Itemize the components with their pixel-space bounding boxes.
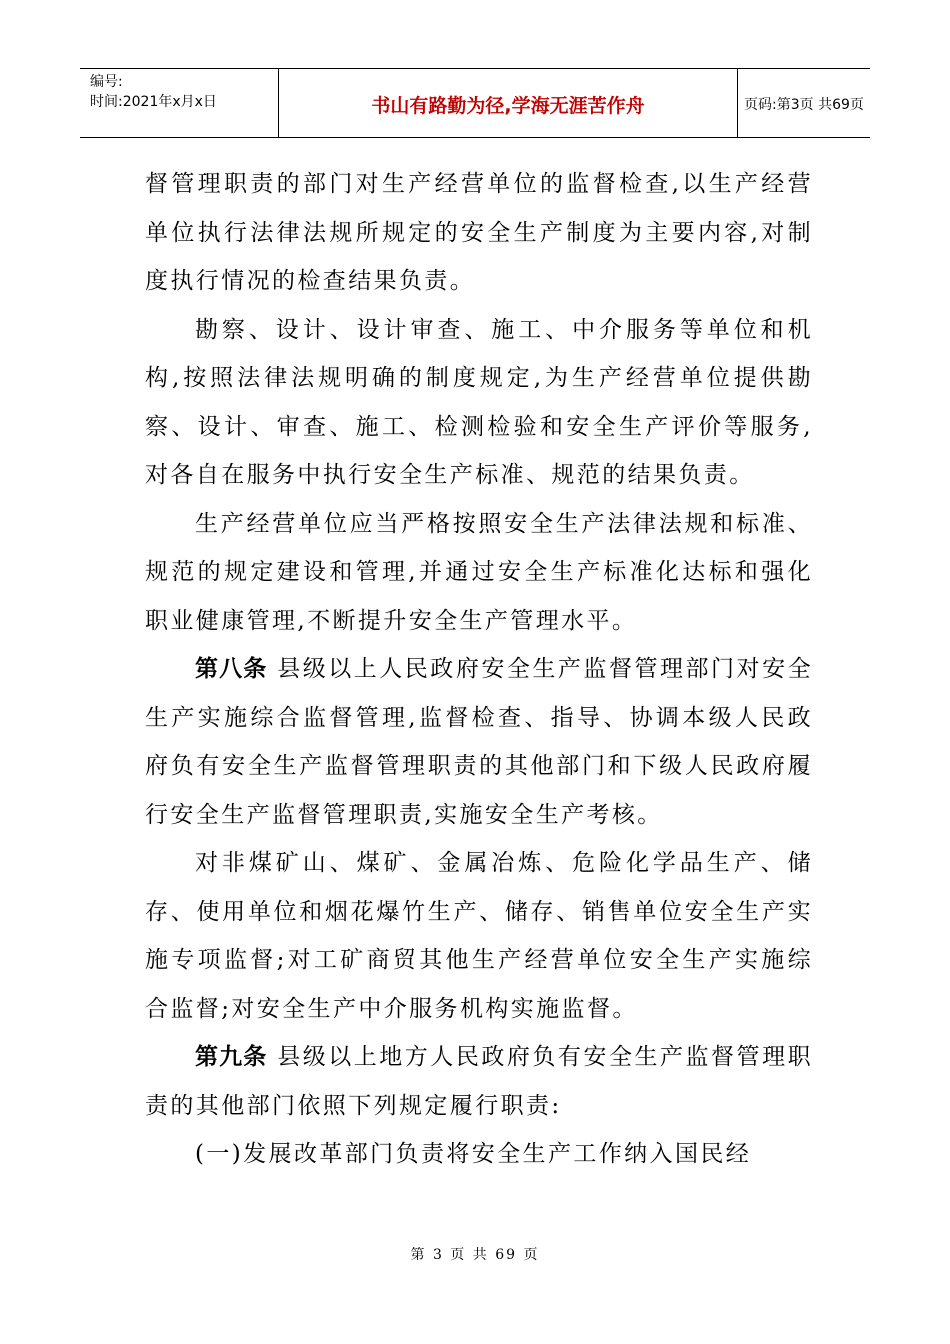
article-heading: 第九条: [195, 1044, 268, 1070]
paragraph-5: [145, 839, 813, 1033]
document-time-label: 时间:2021年x月x日: [90, 94, 217, 110]
header-page-cell: [736, 69, 870, 137]
paragraph-2: [145, 306, 813, 500]
page-header: [80, 68, 870, 138]
header-motto-cell: [278, 69, 738, 137]
article-heading: 第八条: [195, 656, 268, 682]
document-body: [145, 160, 813, 1179]
page-footer: 第 3 页 共 69 页: [410, 1247, 540, 1263]
paragraph-1: [145, 160, 813, 306]
paragraph-text: (一)发展改革部门负责将安全生产工作纳入国民经: [195, 1141, 752, 1167]
header-page-info: 页码:第3页 共69页: [744, 97, 864, 113]
header-motto: 书山有路勤为径,学海无涯苦作舟: [371, 95, 645, 117]
paragraph-text: 勘察、设计、设计审查、施工、中介服务等单位和机构,按照法律法规明确的制度规定,为生产经营单位提供勘察、设计、审查、施工、检测检验和安全生产评价等服务,对各自在服务中执行安全生产标准、规范的结果负责。: [145, 316, 813, 488]
paragraph-text: 县级以上地方人民政府负有安全生产监督管理职责的其他部门依照下列规定履行职责:: [145, 1044, 813, 1119]
paragraph-7: [145, 1130, 813, 1179]
paragraph-text: 督管理职责的部门对生产经营单位的监督检查,以生产经营单位执行法律法规所规定的安全生产制度为主要内容,对制度执行情况的检查结果负责。: [145, 171, 813, 294]
paragraph-3: [145, 500, 813, 646]
paragraph-text: 县级以上人民政府安全生产监督管理部门对安全生产实施综合监督管理,监督检查、指导、协调本级人民政府负有安全生产监督管理职责的其他部门和下级人民政府履行安全生产监督管理职责,实施安全生产考核。: [145, 656, 813, 828]
header-meta: [80, 69, 278, 137]
article-9: [145, 1033, 813, 1130]
document-number-label: 编号:: [90, 74, 123, 90]
paragraph-text: 生产经营单位应当严格按照安全生产法律法规和标准、规范的规定建设和管理,并通过安全生产标准化达标和强化职业健康管理,不断提升安全生产管理水平。: [145, 510, 813, 634]
article-8: [145, 645, 813, 839]
paragraph-text: 对非煤矿山、煤矿、金属冶炼、危险化学品生产、储存、使用单位和烟花爆竹生产、储存、销售单位安全生产实施专项监督;对工矿商贸其他生产经营单位安全生产实施综合监督;对安全生产中介服务机构实施监督。: [145, 850, 813, 1022]
